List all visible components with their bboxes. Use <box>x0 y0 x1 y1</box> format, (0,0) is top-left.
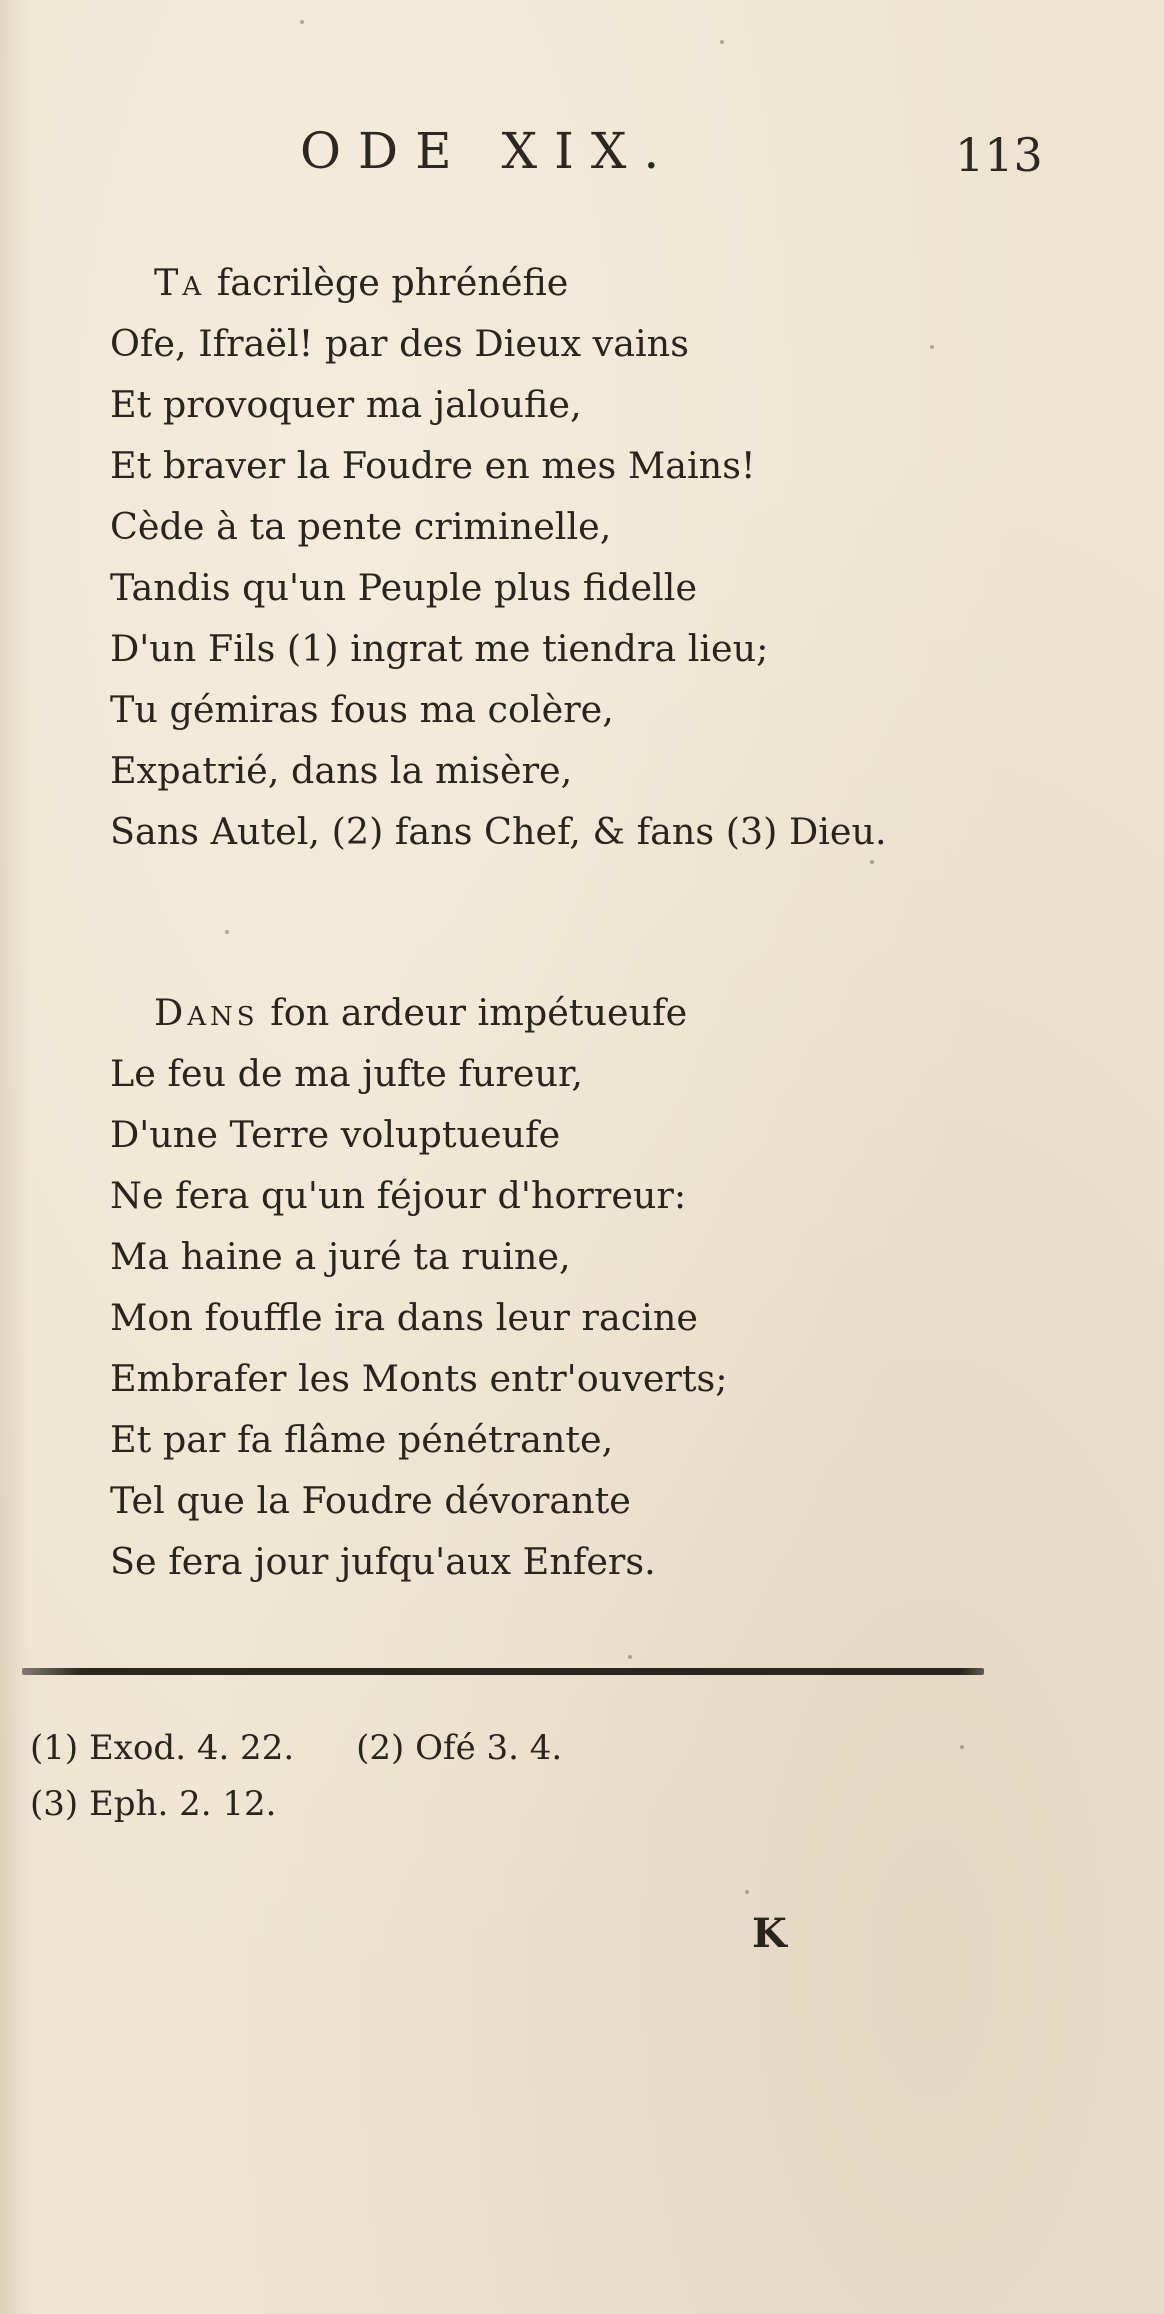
page-title: ODE XIX. <box>300 122 677 180</box>
paper-speck <box>628 1655 632 1659</box>
verse-line: Ma haine a juré ta ruine, <box>110 1235 571 1278</box>
first-word: Ta <box>154 261 206 304</box>
verse-line: Ne fera qu'un féjour d'horreur: <box>110 1174 687 1217</box>
page-number: 113 <box>955 128 1043 182</box>
verse-line: Sans Autel, (2) fans Chef, & fans (3) Dieu. <box>110 810 887 853</box>
verse-line: Cède à ta pente criminelle, <box>110 505 612 548</box>
verse-line: Ofe, Ifraël! par des Dieux vains <box>110 322 689 365</box>
paper-speck <box>870 860 874 864</box>
verse-line: Tel que la Foudre dévorante <box>110 1479 631 1522</box>
verse-line: Ta facrilège phrénéfie <box>154 261 569 304</box>
verse-line: Le feu de ma jufte fureur, <box>110 1052 584 1095</box>
verse-line: Se fera jour jufqu'aux Enfers. <box>110 1540 656 1583</box>
paper-speck <box>960 1745 964 1749</box>
paper-speck <box>930 345 934 349</box>
paper-speck <box>300 20 304 24</box>
verse-line: Embrafer les Monts entr'ouverts; <box>110 1357 728 1400</box>
verse-line: Expatrié, dans la misère, <box>110 749 573 792</box>
first-word: Dans <box>154 991 259 1034</box>
paper-speck <box>745 1890 749 1894</box>
stanza-1 <box>110 252 887 862</box>
verse-line: Tandis qu'un Peuple plus fidelle <box>110 566 698 609</box>
paper-speck <box>225 930 229 934</box>
footnote-3: (3) Eph. 2. 12. <box>30 1784 277 1824</box>
verse-line: Mon fouffle ira dans leur racine <box>110 1296 698 1339</box>
footnote-divider <box>22 1668 984 1675</box>
footnotes <box>30 1720 562 1832</box>
verse-line: Et provoquer ma jaloufie, <box>110 383 582 426</box>
paper-speck <box>720 40 724 44</box>
verse-line: Dans fon ardeur impétueufe <box>154 991 688 1034</box>
footnote-1: (1) Exod. 4. 22. <box>30 1728 295 1768</box>
signature-mark: K <box>752 1910 787 1957</box>
stanza-2 <box>110 982 728 1592</box>
verse-line: Et braver la Foudre en mes Mains! <box>110 444 756 487</box>
verse-line: Tu gémiras fous ma colère, <box>110 688 614 731</box>
footnote-line <box>30 1720 562 1776</box>
verse-line: Et par fa flâme pénétrante, <box>110 1418 614 1461</box>
footnote-2: (2) Ofé 3. 4. <box>356 1728 563 1768</box>
verse-line: D'une Terre voluptueufe <box>110 1113 561 1156</box>
verse-line: D'un Fils (1) ingrat me tiendra lieu; <box>110 627 769 670</box>
